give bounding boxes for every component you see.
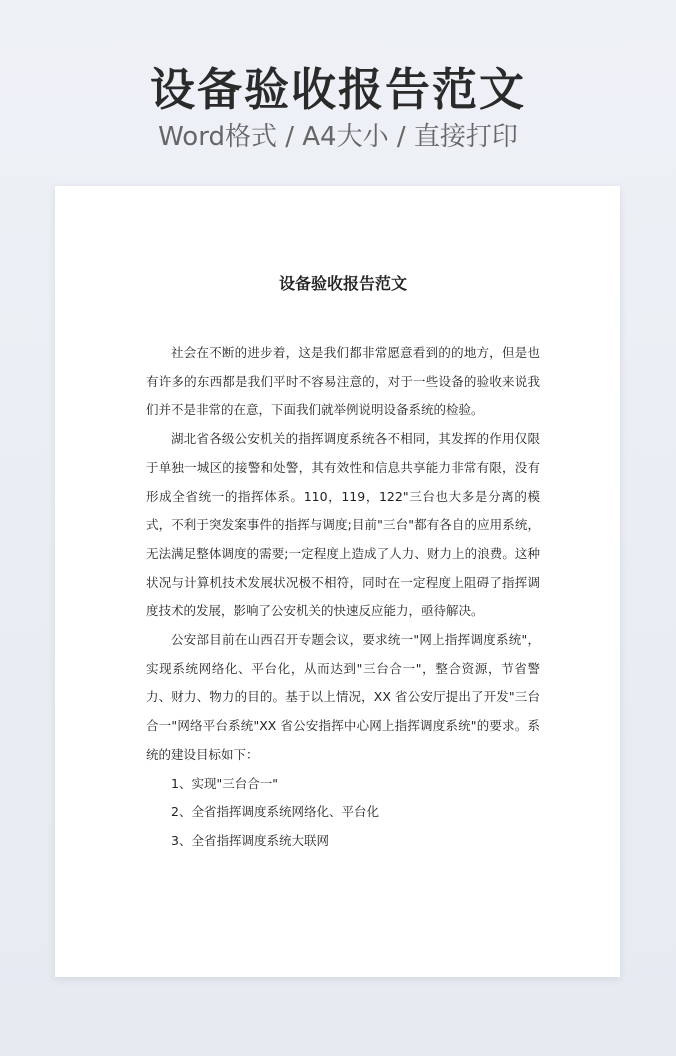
- document-title: 设备验收报告范文: [278, 274, 407, 293]
- list-item-goal-2: 2、全省指挥调度系统网络化、平台化: [171, 804, 379, 820]
- paragraph-intro: 社会在不断的进步着，这是我们都非常愿意看到的的地方，但是也有许多的东西都是我们平时不容易注意的，对于一些设备的验收来说我们并不是非常的在意，下面我们就举例说明设备系统的检验。: [146, 345, 540, 418]
- banner-title: 设备验收报告范文: [149, 63, 526, 116]
- paragraph-requirements: 公安部目前在山西召开专题会议，要求统一"网上指挥调度系统"，实现系统网络化、平台化，从而达到"三台合一"，整合资源，节省警力、财力、物力的目的。基于以上情况，XX 省公安厅提出了开发"三台合一"网络平台系统"XX 省公安指挥中心网上指挥调度系统"的要求。系统的建设目标如下：: [146, 632, 540, 762]
- paragraph-background: 湖北省各级公安机关的指挥调度系统各不相同，其发挥的作用仅限于单独一城区的接警和处警，其有效性和信息共享能力非常有限，没有形成全省统一的指挥体系。110，119，122"三台也大多是分离的模式，不利于突发案事件的指挥与调度;目前"三台"都有各自的应用系统，无法满足整体调度的需要;一定程度上造成了人力、财力上的浪费。这种状况与计算机技术发展状况极不相符，同时在一定程度上阻碍了指挥调度技术的发展，影响了公安机关的快速反应能力，亟待解决。: [146, 431, 540, 619]
- banner: [0, 60, 676, 154]
- document-page: [55, 186, 620, 977]
- document-body: [146, 339, 540, 856]
- list-item-goal-3: 3、全省指挥调度系统大联网: [171, 832, 329, 848]
- list-item-goal-1: 1、实现"三台合一": [171, 775, 278, 791]
- banner-subtitle: Word格式 / A4大小 / 直接打印: [158, 122, 518, 152]
